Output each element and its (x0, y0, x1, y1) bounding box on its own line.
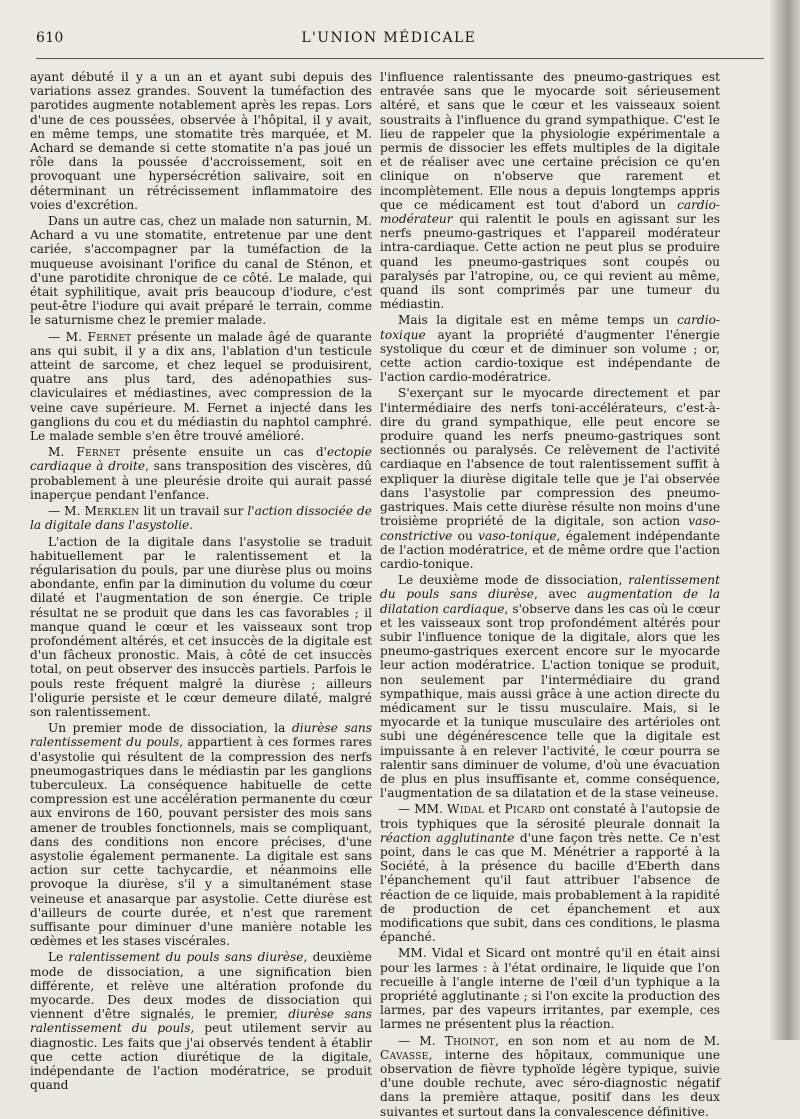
text-span: présente ensuite un cas d' (120, 445, 327, 460)
paragraph: L'action de la digitale dans l'asystolie se traduit habituellement par le ralentissement et la régularisation du pouls, par une diurèse plus ou moins abondante, enfin par la diminution du volume du cœur dilaté et l'augmentation de son énergie. Ce triple résultat ne se produit que dans les cas favorables ; il manque quand le cœur et les vaisseaux sont trop profondément altérés, et cet insuccès de la digitale est d'un fâcheux pronostic. Mais, à côté de cet insuccès total, on peut observer des insuccès partiels. Parfois le pouls reste fréquent malgré la diurèse ; ailleurs l'oligurie persiste et le cœur demeure dilaté, malgré son ralentissement. (30, 534, 372, 719)
italic-term: réaction agglutinante (380, 830, 515, 845)
italic-term: l'action dissociée de la digitale dans l'asystolie. (30, 504, 372, 533)
paragraph (30, 504, 372, 532)
text-span: présente un malade âgé de quarante ans qui subit, il y a dix ans, l'ablation d'un testicule atteint de sarcome, et chez lequel se produisirent, quatre ans plus tard, des adénopathies sus-claviculaires et médiastines, avec compression de la veine cave supérieure. M. Fernet a injecté dans les ganglions du cou et du médiastin du naphtol camphré. Le malade semble s'en être trouvé amélioré. (30, 329, 372, 444)
text-span: M. (48, 445, 77, 460)
text-span: , avec (533, 587, 588, 602)
page-binding-edge (770, 0, 800, 1040)
text-span: Un premier mode de dissociation, la (48, 721, 292, 736)
text-span: , en son nom et au nom de M. (494, 1033, 720, 1048)
text-span: — M. (48, 329, 88, 344)
author-name: Merklen (84, 504, 140, 519)
text-span: , s'observe dans les cas où le cœur et les vaisseaux sont trop profondément altérés pour subir l'influence tonique de la digitale, alors que les pneumo-gastriques exercent encore sur le myocarde leur action modératrice. L'action tonique se produit, non seulement par l'intermédiaire du grand sympathique, mais aussi grâce à une action directe du médicament sur le tissu musculaire. Mais, si le myocarde et la tunique musculaire des artérioles ont subi une dégénérescence telle que la digitale est impuissante à en relever l'activité, le cœur pourra se ralentir sans diminuer de volume, d'où une évacuation de plus en plus insuffisante et, comme conséquence, l'augmentation de sa dilatation et de la stase veineuse. (380, 601, 720, 801)
text-span: , peut utilement servir au diagnostic. Les faits que j'ai observés tendent à établir que cette action diurétique de la digitale, indépendante de l'action modératrice, se produit quand (30, 1021, 372, 1093)
paragraph (380, 573, 720, 800)
text-span: , appartient à ces formes rares d'asystolie qui résultent de la compression des nerfs pneumogastriques dans le médiastin par les ganglions tuberculeux. La conséquence habituelle de cette compression est une accélération permanente du cœur aux environs de 160, pouvant persister des mois sans amener de troubles fonctionnels, mais se compliquant, dans des conditions non encore précises, d'une asystolie également permanente. La digitale est sans action sur cette tachycardie, et néanmoins elle provoque la diurèse, s'il y a simultanément stase veineuse et anasarque par asystolie. Cette diurèse est d'ailleurs de courte durée, et n'est que rarement suffisante pour diminuer d'une manière notable les œdèmes et les stases viscérales. (30, 735, 372, 949)
paragraph (380, 802, 720, 944)
paragraph (30, 721, 372, 948)
author-name: Fernet (87, 329, 132, 344)
text-span: , interne des hôpitaux, communique une observation de fièvre typhoïde légère typique, suivie d'une double rechute, avec séro-diagnostic négatif dans la première attaque, positif dans les deux suivantes et surtout dans la convalescence définitive. (380, 1047, 720, 1119)
text-span: S'exerçant sur le myocarde directement et par l'intermédiaire des nerfs toni-accélérateurs, c'est-à-dire du grand sympathique, elle peut encore se produire quand les nerfs pneumo-gastriques sont sectionnés ou paralysés. Ce relèvement de l'activité cardiaque en l'absence de tout ralentissement suffit à expliquer la diurèse digitale telle que je l'ai observée dans l'asystolie par compression des pneumo-gastriques. Mais cette diurèse résulte non moins d'une troisième propriété de la digitale, son action (380, 386, 720, 529)
author-name: Picard (504, 802, 546, 817)
paragraph (380, 1034, 720, 1119)
text-span: Le (48, 950, 69, 965)
italic-term: cardio-toxique (380, 313, 720, 342)
text-span: — M. (48, 504, 85, 519)
running-title: L'UNION MÉDICALE (301, 30, 477, 46)
author-name: Fernet (76, 445, 121, 460)
paragraph (380, 313, 720, 384)
text-span: , deuxième mode de dissociation, a une signification bien différente, et relève une altération profonde du myocarde. Des deux modes de dissociation qui viennent d'être signalés, le premier, (30, 950, 372, 1022)
italic-term: vaso-constrictive (380, 514, 720, 543)
paragraph: Dans un autre cas, chez un malade non saturnin, M. Achard a vu une stomatite, entretenue par une dent cariée, s'accompagner par la tuméfaction de la muqueuse avoisinant l'orifice du canal de Sténon, et d'une parotidite chronique de ce côté. Le malade, qui était syphilitique, avait pris beaucoup d'iodure, c'est peut-être l'iodure qui avait préparé le terrain, comme le saturnisme chez le premier malade. (30, 214, 372, 328)
author-name: Thoinot (444, 1033, 495, 1048)
italic-term: ralentissement du pouls sans diurèse (68, 950, 304, 965)
italic-term: diurèse sans ralentissement du pouls (30, 721, 372, 750)
text-span: ou (452, 528, 479, 543)
text-span: Le deuxième mode de dissociation, (398, 573, 629, 588)
text-span: qui ralentit le pouls en agissant sur les nerfs pneumo-gastriques et l'appareil modérateur intra-cardiaque. Cette action ne peut plus se produire quand les pneumo-gastriques sont coupés ou paralysés par l'atropine, ou, ce qui revient au même, quand ils sont comprimés par une tumeur du médiastin. (380, 212, 720, 312)
author-name: Widal (447, 802, 485, 817)
text-span: — M. (398, 1033, 445, 1048)
italic-term: augmentation de la dilatation cardiaque (380, 587, 720, 616)
text-span: et (484, 802, 505, 817)
paragraph: ayant débuté il y a un an et ayant subi depuis des variations assez grandes. Souvent la tuméfaction des parotides augmente notablement après les repas. Lors d'une de ces poussées, observée à l'hôpital, il y avait, en même temps, une stomatite très marquée, et M. Achard se demande si cette stomatite n'a pas joué un rôle dans la poussée d'accroissement, soit en provoquant une hypersécrétion salivaire, soit en déterminant un rétrécissement inflammatoire des voies d'excrétion. (30, 70, 372, 212)
header-rule (36, 58, 764, 59)
page-header (36, 30, 764, 52)
paragraph (380, 386, 720, 571)
text-span: , également indépendante de l'action modératrice, et de même ordre que l'action cardio-tonique. (380, 528, 720, 571)
italic-term: cardio-modérateur (380, 197, 720, 227)
text-span: , sans transposition des viscères, dû probablement à une pleurésie droite qui aurait passé inaperçue pendant l'enfance. (30, 459, 372, 502)
text-span: ont constaté à l'autopsie de trois typhiques que la sérosité pleurale donnait la (380, 802, 720, 831)
author-name: Cavasse (380, 1047, 429, 1062)
text-span: l'influence ralentissante des pneumo-gastriques est entravée sans que le myocarde soit sérieusement altéré, et sans que le cœur et les vaisseaux soient soustraits à l'influence du grand sympathique. C'est le lieu de rappeler que la physiologie expérimentale a permis de dissocier les effets multiples de la digitale et de réaliser avec une certaine précision ce qu'en clinique on n'observe que rarement et incomplètement. Elle nous a depuis longtemps appris que ce médicament est tout d'abord un (380, 70, 720, 212)
text-span: — MM. (398, 802, 448, 817)
paragraph (30, 445, 372, 502)
text-span: lit un travail sur (139, 504, 248, 519)
paragraph (30, 330, 372, 444)
left-column (30, 70, 372, 1093)
page-number: 610 (36, 30, 64, 46)
italic-term: ectopie cardiaque à droite (30, 445, 372, 474)
text-span: Mais la digitale est en même temps un (398, 313, 678, 328)
italic-term: ralentissement du pouls sans diurèse (380, 573, 720, 602)
text-span: d'une façon très nette. Ce n'est point, dans le cas que M. Ménétrier a rapporté à la Société, à la présence du bacille d'Eberth dans l'épanchement qu'il faut attribuer l'absence de réaction de ce liquide, mais probablement à la rapidité de production de cet épanchement et aux modifications que subit, dans ces conditions, le plasma épanché. (380, 830, 721, 945)
text-span: ayant la propriété d'augmenter l'énergie systolique du cœur et de diminuer son volume ; or, cette action cardio-toxique est indépendante de l'action cardio-modératrice. (380, 327, 720, 385)
right-column (380, 70, 721, 1119)
paragraph (380, 70, 720, 311)
paragraph: MM. Vidal et Sicard ont montré qu'il en était ainsi pour les larmes : à l'état ordinaire, le liquide que l'on recueille à l'angle interne de l'œil d'un typhique a la propriété agglutinante ; si l'on excite la production des larmes, par des vapeurs irritantes, par exemple, ces larmes ne présentent plus la réaction. (380, 946, 720, 1032)
italic-term: diurèse sans ralentissement du pouls (30, 1007, 372, 1036)
paragraph (30, 950, 372, 1092)
italic-term: vaso-tonique (478, 528, 557, 543)
